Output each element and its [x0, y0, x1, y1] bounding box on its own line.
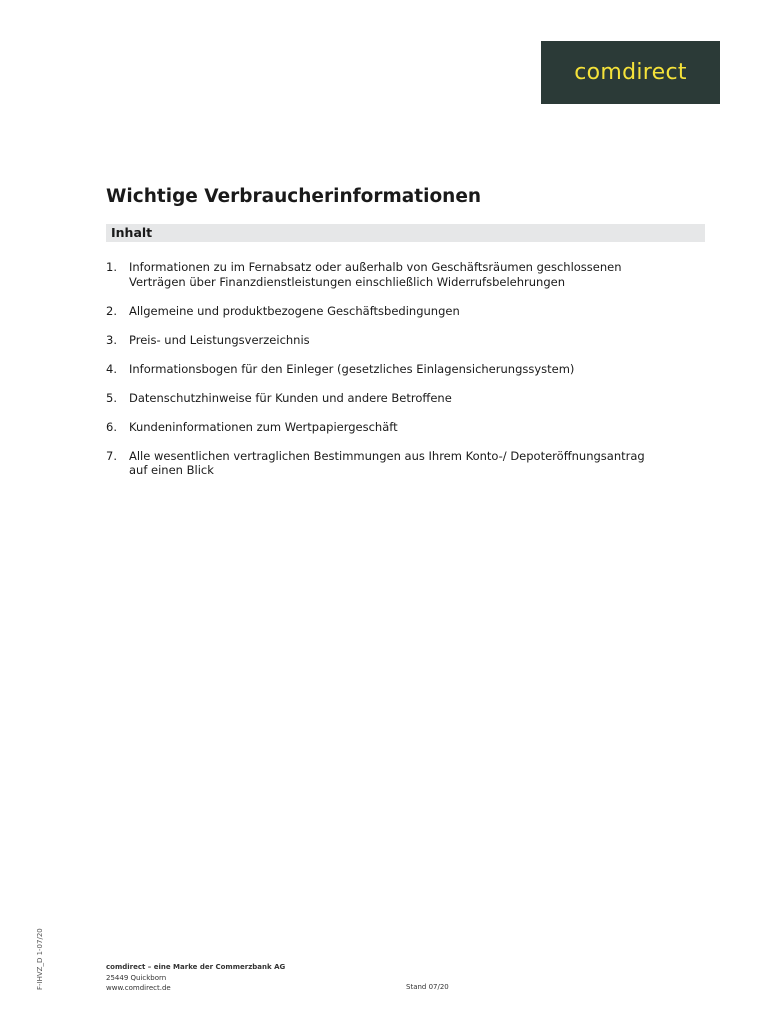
footer-address	[106, 962, 285, 994]
contents-item-text-line: Informationen zu im Fernabsatz oder außerhalb von Geschäftsräumen geschlossenen	[129, 260, 622, 274]
footer-city: 25449 Quickborn	[106, 973, 167, 982]
contents-item	[106, 449, 711, 478]
contents-item-number: 6.	[106, 419, 117, 434]
contents-item-number: 1.	[106, 260, 117, 274]
contents-item-number: 5.	[106, 390, 117, 405]
contents-item-number: 7.	[106, 448, 117, 463]
contents-list	[106, 260, 711, 492]
page-title: Wichtige Verbraucherinformationen	[106, 186, 482, 207]
contents-item	[106, 391, 711, 406]
footer-company-name: comdirect – eine Marke der Commerzbank AG	[106, 963, 286, 971]
contents-item-text-line: Preis- und Leistungsverzeichnis	[129, 332, 310, 347]
comdirect-logo	[541, 41, 720, 104]
contents-item-text-line: Kundeninformationen zum Wertpapiergeschäft	[129, 419, 398, 434]
contents-item-text-line: Verträgen über Finanzdienstleistungen einschließlich Widerrufsbelehrungen	[129, 274, 565, 289]
footer-website: www.comdirect.de	[106, 984, 171, 992]
contents-item-number: 4.	[106, 361, 117, 376]
contents-item-text-line: auf einen Blick	[129, 463, 214, 477]
contents-item-number: 3.	[106, 332, 117, 347]
section-header-label: Inhalt	[111, 225, 153, 240]
contents-item	[106, 420, 711, 435]
contents-item	[106, 304, 711, 319]
contents-item-text-line: Alle wesentlichen vertraglichen Bestimmungen aus Ihrem Konto-/ Depoteröffnungsantrag	[129, 448, 645, 463]
contents-item-text-line: Allgemeine und produktbezogene Geschäftsbedingungen	[129, 303, 460, 318]
logo-text: comdirect	[574, 60, 687, 85]
contents-item	[106, 260, 711, 289]
form-code: F-IHVZ_D 1-07/20	[36, 928, 44, 990]
section-header-bar	[106, 224, 705, 242]
contents-item	[106, 333, 711, 348]
footer-version-date: Stand 07/20	[406, 983, 449, 991]
contents-item-number: 2.	[106, 303, 117, 318]
contents-item	[106, 362, 711, 377]
contents-item-text-line: Informationsbogen für den Einleger (gesetzliches Einlagensicherungssystem)	[129, 361, 575, 376]
contents-item-text-line: Datenschutzhinweise für Kunden und andere Betroffene	[129, 390, 452, 405]
